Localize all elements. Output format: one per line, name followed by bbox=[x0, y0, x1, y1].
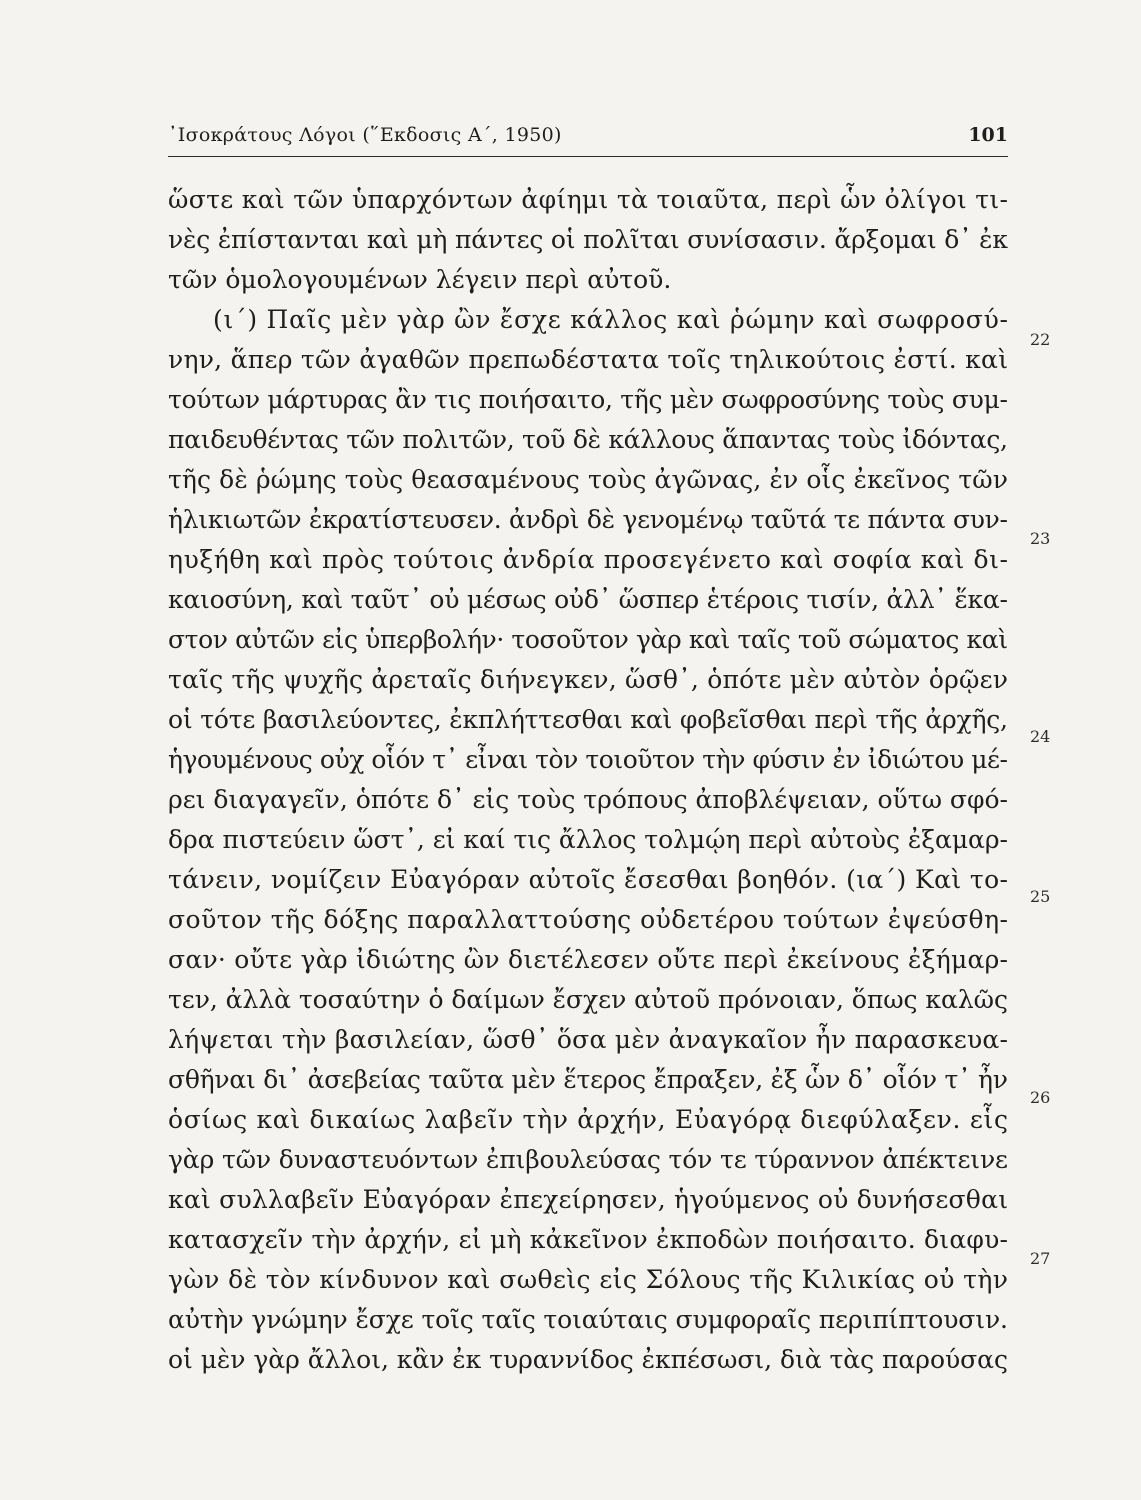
section-number: 24 bbox=[1030, 727, 1051, 746]
running-header bbox=[168, 122, 1008, 157]
text-line: δρα πιστεύειν ὥστ᾽, εἰ καί τις ἄλλος τολμῴη περὶ αὐτοὺς ἐξαμαρ- bbox=[168, 825, 1008, 854]
text-line: τεν, ἀλλὰ τοσαύτην ὁ δαίμων ἔσχεν αὐτοῦ πρόνοιαν, ὅπως καλῶς bbox=[168, 985, 1008, 1014]
text-line: κατασχεῖν τὴν ἀρχήν, εἰ μὴ κἀκεῖνον ἐκποδὼν ποιήσαιτο. διαφυ- bbox=[168, 1225, 1009, 1254]
text-line: ἡγουμένους οὐχ οἷόν τ᾽ εἶναι τὸν τοιοῦτον τὴν φύσιν ἐν ἰδιώτου μέ- bbox=[168, 745, 1008, 774]
text-line: ὁσίως καὶ δικαίως λαβεῖν τὴν ἀρχήν, Εὐαγόρᾳ διεφύλαξεν. εἷς bbox=[168, 1105, 1009, 1134]
text-line: αὐτὴν γνώμην ἔσχε τοῖς ταῖς τοιαύταις συμφοραῖς περιπίπτουσιν. bbox=[168, 1305, 1008, 1334]
text-line: (ι΄) Παῖς μὲν γὰρ ὢν ἔσχε κάλλος καὶ ῥώμην καὶ σωφροσύ- bbox=[213, 305, 1009, 334]
text-line: ταῖς τῆς ψυχῆς ἀρεταῖς διήνεγκεν, ὥσθ᾽, ὁπότε μὲν αὐτὸν ὁρῷεν bbox=[168, 665, 1009, 694]
text-line: οἱ τότε βασιλεύοντες, ἐκπλήττεσθαι καὶ φοβεῖσθαι περὶ τῆς ἀρχῆς, bbox=[168, 705, 1008, 734]
text-line: ρει διαγαγεῖν, ὁπότε δ᾽ εἰς τοὺς τρόπους ἀποβλέψειαν, οὕτω σφό- bbox=[168, 785, 1008, 814]
text-line: σαν· οὔτε γὰρ ἰδιώτης ὢν διετέλεσεν οὔτε περὶ ἐκείνους ἐξήμαρ- bbox=[168, 945, 1009, 974]
text-line: οἱ μὲν γὰρ ἄλλοι, κἂν ἐκ τυραννίδος ἐκπέσωσι, διὰ τὰς παρούσας bbox=[168, 1345, 1008, 1374]
section-number: 27 bbox=[1030, 1249, 1051, 1268]
text-line: γὼν δὲ τὸν κίνδυνον καὶ σωθεὶς εἰς Σόλους τῆς Κιλικίας οὐ τὴν bbox=[168, 1265, 1009, 1294]
text-line: καὶ συλλαβεῖν Εὐαγόραν ἐπεχείρησεν, ἡγούμενος οὐ δυνήσεσθαι bbox=[168, 1185, 1009, 1214]
text-line: νην, ἅπερ τῶν ἀγαθῶν πρεπωδέστατα τοῖς τηλικούτοις ἐστί. καὶ bbox=[168, 345, 1009, 374]
text-line: καιοσύνη, καὶ ταῦτ᾽ οὐ μέσως οὐδ᾽ ὥσπερ ἑτέροις τισίν, ἀλλ᾽ ἕκα- bbox=[168, 585, 1008, 614]
page-number: 101 bbox=[968, 124, 1008, 146]
text-line: σθῆναι δι᾽ ἀσεβείας ταῦτα μὲν ἕτερος ἔπραξεν, ἐξ ὧν δ᾽ οἷόν τ᾽ ἦν bbox=[168, 1065, 1008, 1094]
text-line: τούτων μάρτυρας ἂν τις ποιήσαιτο, τῆς μὲν σωφροσύνης τοὺς συμ- bbox=[168, 385, 1008, 414]
text-line: γὰρ τῶν δυναστευόντων ἐπιβουλεύσας τόν τε τύραννον ἀπέκτεινε bbox=[168, 1145, 1008, 1174]
text-line: τῶν ὁμολογουμένων λέγειν περὶ αὐτοῦ. bbox=[168, 265, 672, 294]
header-title: ᾽Ισοκράτους Λόγοι (῞Εκδοσις Α΄, 1950) bbox=[168, 124, 562, 146]
section-number: 23 bbox=[1030, 529, 1051, 548]
text-line: παιδευθέντας τῶν πολιτῶν, τοῦ δὲ κάλλους ἅπαντας τοὺς ἰδόντας, bbox=[168, 425, 1008, 454]
text-line: σοῦτον τῆς δόξης παραλλαττούσης οὐδετέρου τούτων ἐψεύσθη- bbox=[168, 905, 1009, 934]
text-line: νὲς ἐπίστανται καὶ μὴ πάντες οἱ πολῖται συνίσασιν. ἄρξομαι δ᾽ ἐκ bbox=[168, 225, 1008, 254]
text-line: ηυξήθη καὶ πρὸς τούτοις ἀνδρία προσεγένετο καὶ σοφία καὶ δι- bbox=[168, 545, 1009, 574]
section-number: 25 bbox=[1030, 887, 1051, 906]
text-line: ὥστε καὶ τῶν ὑπαρχόντων ἀφίημι τὰ τοιαῦτα, περὶ ὧν ὀλίγοι τι- bbox=[168, 185, 1009, 214]
text-line: τῆς δὲ ῥώμης τοὺς θεασαμένους τοὺς ἀγῶνας, ἐν οἷς ἐκεῖνος τῶν bbox=[168, 465, 1009, 494]
text-line: ἡλικιωτῶν ἐκρατίστευσεν. ἀνδρὶ δὲ γενομένῳ ταῦτά τε πάντα συν- bbox=[168, 505, 1008, 534]
text-line: λήψεται τὴν βασιλείαν, ὥσθ᾽ ὅσα μὲν ἀναγκαῖον ἦν παρασκευα- bbox=[168, 1025, 1009, 1054]
section-number: 22 bbox=[1030, 330, 1051, 349]
section-number: 26 bbox=[1030, 1088, 1051, 1107]
text-line: τάνειν, νομίζειν Εὐαγόραν αὐτοῖς ἔσεσθαι βοηθόν. (ια΄) Καὶ το- bbox=[168, 865, 1009, 894]
text-line: στον αὐτῶν εἰς ὑπερβολήν· τοσοῦτον γὰρ καὶ ταῖς τοῦ σώματος καὶ bbox=[168, 625, 1008, 654]
